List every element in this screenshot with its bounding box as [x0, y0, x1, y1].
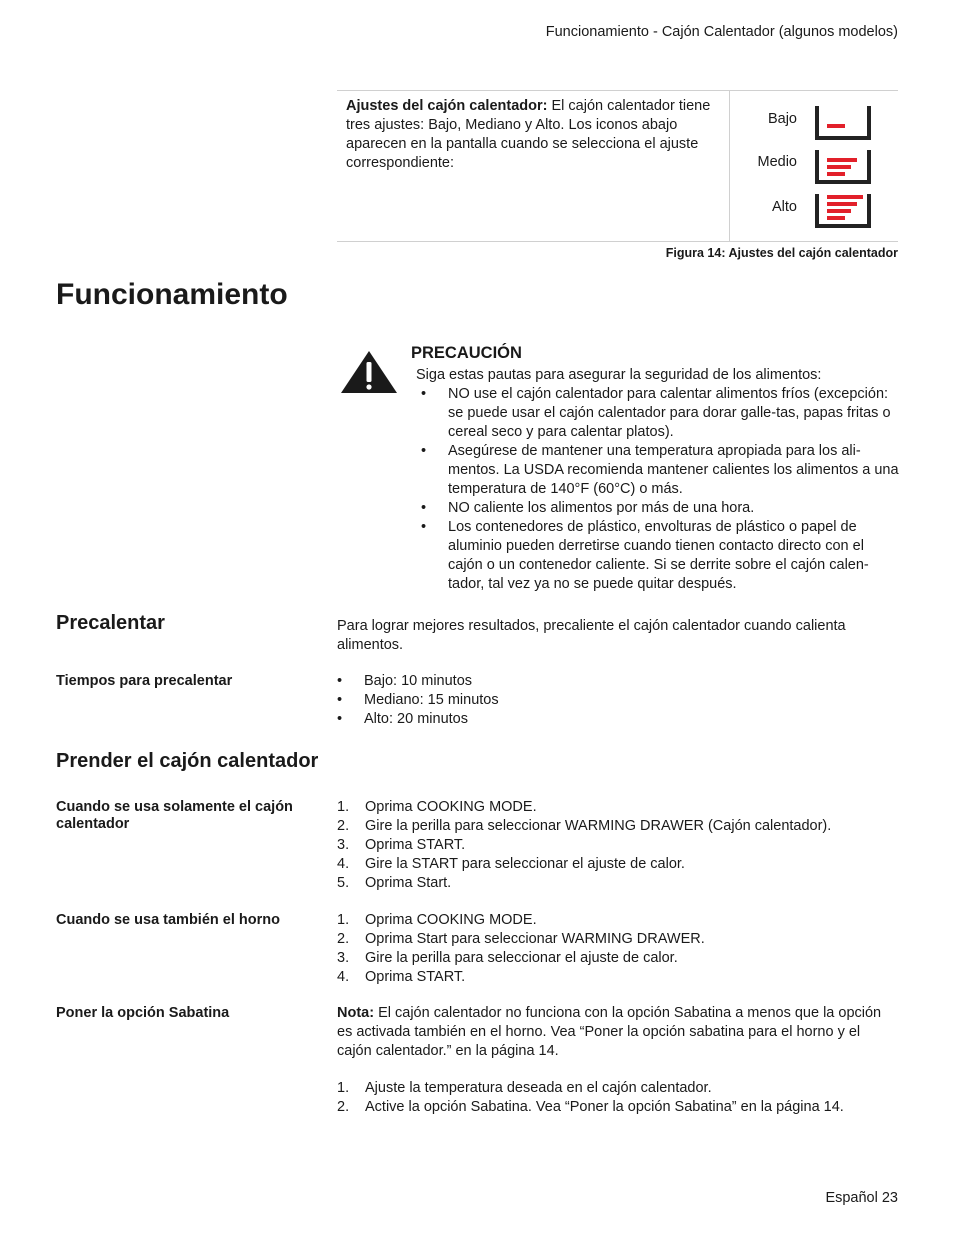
only-drawer-title: Cuando se usa solamente el cajón calentador [56, 799, 293, 832]
list-item: • Asegúrese de mantener una temperatura apropiada para los ali-mentos. La USDA recomienda mantener calientes los alimentos a una temperatura de 140°F (60°C) o más. [421, 443, 899, 497]
page-header: Funcionamiento - Cajón Calentador (algunos modelos) [545, 24, 898, 40]
heat-bar [827, 209, 851, 213]
list-item: • Los contenedores de plástico, envolturas de plástico o papel de aluminio pueden derretirse cuando tienen contacto directo con el cajón o un contenedor caliente. Si se derrite sobre el cajón calen-tador, tal vez ya no se puede quitar después. [421, 519, 869, 592]
list-item: 1. Ajuste la temperatura deseada en el cajón calentador. [337, 1080, 712, 1096]
figure-lead-text: El cajón calentador tiene tres ajustes: Bajo, Mediano y Alto. Los iconos abajo aparecen en la pantalla cuando se selecciona el ajuste correspondiente: [346, 98, 711, 171]
list-item: 2. Active la opción Sabatina. Vea “Poner la opción Sabatina” en la página 14. [337, 1099, 844, 1115]
page-footer: Español 23 [825, 1190, 898, 1206]
figure-divider [729, 91, 730, 241]
label-bajo: Bajo [767, 111, 797, 127]
settings-figure [337, 90, 898, 242]
caution-intro: Siga estas pautas para asegurar la seguridad de los alimentos: [416, 367, 822, 383]
list-item: • NO caliente los alimentos por más de una hora. [421, 500, 755, 516]
figure-caption: Figura 14: Ajustes del cajón calentador [665, 246, 898, 260]
list-item: • Bajo: 10 minutos [337, 673, 473, 689]
heat-bar [827, 195, 863, 199]
warning-icon [340, 350, 398, 394]
with-oven-title: Cuando se usa también el horno [56, 912, 280, 928]
figure-lead-bold: Ajustes del cajón calentador: [346, 98, 548, 114]
turn-on-title: Prender el cajón calentador [56, 750, 319, 772]
caution-title: PRECAUCIÓN [411, 344, 522, 362]
list-item: 1. Oprima COOKING MODE. [337, 799, 537, 815]
heat-bar [827, 216, 845, 220]
list-item: 3. Oprima START. [337, 837, 466, 853]
preheat-title: Precalentar [56, 612, 165, 634]
sabbath-steps [337, 1079, 898, 1117]
list-item: 2. Oprima Start para seleccionar WARMING DRAWER. [337, 931, 705, 947]
sabbath-title: Poner la opción Sabatina [56, 1005, 230, 1021]
list-item: 2. Gire la perilla para seleccionar WARMING DRAWER (Cajón calentador). [337, 818, 832, 834]
note-label: Nota: [337, 1005, 375, 1021]
list-item: • Alto: 20 minutos [337, 711, 468, 727]
list-item: 4. Oprima START. [337, 969, 466, 985]
heat-bar [827, 158, 857, 162]
drawer-high-icon [815, 194, 871, 224]
label-medio: Medio [757, 154, 797, 170]
with-oven-steps [337, 911, 898, 987]
only-drawer-steps [337, 798, 898, 893]
sabbath-note [337, 1004, 898, 1061]
drawer-medium-icon [815, 150, 871, 180]
figure-description [346, 97, 726, 173]
heat-bar [827, 172, 845, 176]
list-item: 5. Oprima Start. [337, 875, 452, 891]
list-item: • Mediano: 15 minutos [337, 692, 499, 708]
list-item: • NO use el cajón calentador para calentar alimentos fríos (excepción: se puede usar el cajón calentador para dorar galle-tas, papas fritas o cereal seco y para calentar platos). [421, 386, 891, 440]
heat-bar [827, 165, 851, 169]
preheat-times-title: Tiempos para precalentar [56, 673, 233, 689]
section-title: Funcionamiento [56, 278, 288, 311]
preheat-text: Para lograr mejores resultados, precaliente el cajón calentador cuando calienta alimentos. [337, 618, 846, 653]
heat-bar [827, 202, 857, 206]
list-item: 3. Gire la perilla para seleccionar el ajuste de calor. [337, 950, 678, 966]
list-item: 4. Gire la START para seleccionar el ajuste de calor. [337, 856, 685, 872]
preheat-times-list [332, 672, 898, 729]
drawer-low-icon [815, 106, 871, 136]
label-alto: Alto [772, 199, 797, 215]
heat-bar [827, 124, 845, 128]
note-text: El cajón calentador no funciona con la opción Sabatina a menos que la opción es activada también en el horno. Vea “Poner la opción sabatina para el horno y el cajón calentador.” en la página 14. [337, 1005, 882, 1059]
caution-list [416, 385, 900, 594]
list-item: 1. Oprima COOKING MODE. [337, 912, 537, 928]
